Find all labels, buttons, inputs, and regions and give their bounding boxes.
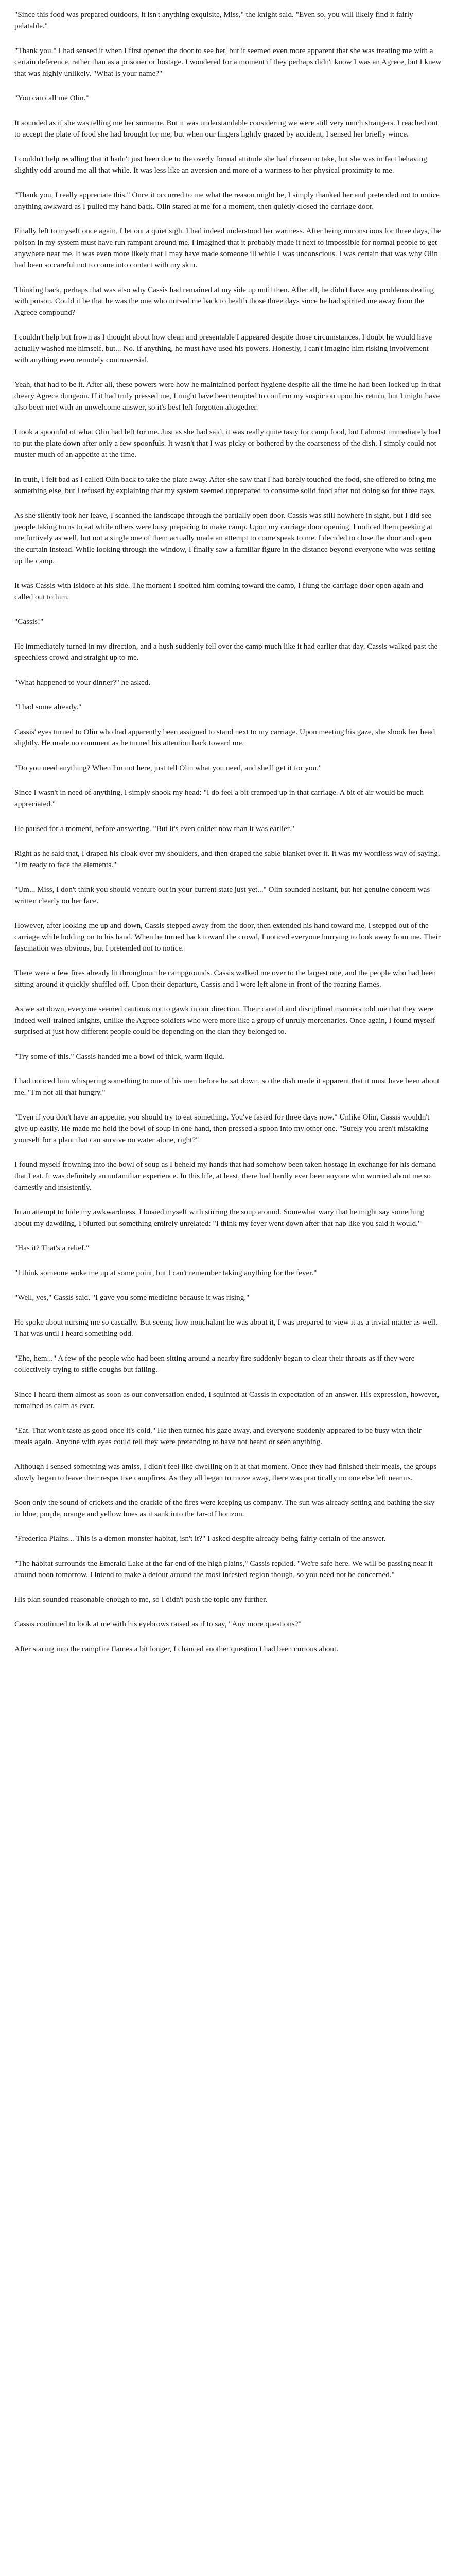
story-paragraph: As we sat down, everyone seemed cautious not to gawk in our direction. Their careful and disciplined manners told me that they were indeed well-trained knights, unlike the Agrece soldiers who were more like a group of unruly mercenaries. Once again, I found myself surprised at just how different people could be depending on the clan they belonged to. [14, 1005, 435, 1036]
story-paragraph: However, after looking me up and down, Cassis stepped away from the door, then extended his hand toward me. I stepped out of the carriage while holding on to his hand. When he turned back toward the crowd, I noticed everyone hurrying to look away from me. Their fascination was obvious, but I pretended not to notice. [14, 921, 441, 953]
story-paragraph: "The habitat surrounds the Emerald Lake at the far end of the high plains," Cassis replied. "We're safe here. We will be passing near it around noon tomorrow. I intend to make a detour around the most infested region though, so you need not be concerned." [14, 1559, 433, 1579]
story-paragraph: "Cassis!" [14, 617, 44, 626]
story-paragraph: As she silently took her leave, I scanned the landscape through the partially open door. Cassis was still nowhere in sight, but I did see people taking turns to eat while others were busy preparing to make camp. Upon my carriage door opening, I noticed them peeking at me furtively as well, but not a single one of them actually made an attempt to come speak to me. I decided to close the door and open the curtain instead. While looking through the window, I finally saw a familiar figure in the distance beyond everyone who was setting up the camp. [14, 511, 436, 565]
story-paragraph: He paused for a moment, before answering. "But it's even colder now than it was earlier." [14, 824, 294, 833]
story-paragraph: Yeah, that had to be it. After all, these powers were how he maintained perfect hygiene despite all the time he had been locked up in that dreary Agrece dungeon. If it had truly pressed me, I might have been tempted to confirm my suspicion upon his return, but I might have also been met with an unwelcome answer, so it's best left forgotten altogether. [14, 380, 441, 412]
story-paragraph: Finally left to myself once again, I let out a quiet sigh. I had indeed understood her wariness. After being unconscious for three days, the poison in my system must have run rampant around me. I imagined that it probably made it next to impossible for normal people to get anywhere near me. It was even more likely that I may have made someone ill while I was unconscious. I was certain that was why Olin had been so careful not to come into contact with my skin. [14, 227, 441, 269]
story-paragraph: "Do you need anything? When I'm not here, just tell Olin what you need, and she'll get it for you." [14, 764, 322, 772]
story-paragraph: "Has it? That's a relief." [14, 1244, 90, 1252]
story-paragraph: "Um... Miss, I don't think you should venture out in your current state just yet..." Olin sounded hesitant, but her genuine concern was written clearly on her face. [14, 885, 430, 905]
story-paragraph: "Well, yes," Cassis said. "I gave you some medicine because it was rising." [14, 1293, 250, 1302]
story-paragraph: There were a few fires already lit throughout the campgrounds. Cassis walked me over to the largest one, and the people who had been sitting around it quickly shuffled off. Upon their departure, Cassis and I were left alone in front of the roaring flames. [14, 969, 436, 989]
story-paragraph: I couldn't help but frown as I thought about how clean and presentable I appeared despite those circumstances. I doubt he would have actually washed me himself, but... No. If anything, he must have used his powers. Honestly, I can't imagine him risking involvement with anything even remotely controversial. [14, 333, 432, 364]
story-paragraph: "Since this food was prepared outdoors, it isn't anything exquisite, Miss," the knight said. "Even so, you will likely find it fairly palatable." [14, 10, 413, 30]
story-paragraph: I had noticed him whispering something to one of his men before he sat down, so the dish made it apparent that it must have been about me. "I'm not all that hungry." [14, 1077, 440, 1097]
story-paragraph: I took a spoonful of what Olin had left for me. Just as she had said, it was really quite tasty for camp food, but I almost immediately had to put the plate down after only a few spoonfuls. It wasn't that I was picky or bothered by the coarseness of the dish. I simply could not muster much of an appetite at the time. [14, 428, 441, 459]
story-paragraph: Right as he said that, I draped his cloak over my shoulders, and then draped the sable blanket over it. It was my wordless way of saying, "I'm ready to face the elements." [14, 849, 440, 869]
story-paragraph: In an attempt to hide my awkwardness, I busied myself with stirring the soup around. Somewhat wary that he might say something about my dawdling, I blurted out something entirely unrelated: "I think my fever went down after that nap like you said it would." [14, 1208, 424, 1228]
story-paragraph: Although I sensed something was amiss, I didn't feel like dwelling on it at that moment. Once they had finished their meals, the groups slowly began to leave their respective campfires. As they all began to move away, there was practically no one else left near us. [14, 1462, 437, 1482]
story-paragraph: He spoke about nursing me so casually. But seeing how nonchalant he was about it, I was prepared to view it as a trivial matter as well. That was until I heard something odd. [14, 1318, 437, 1338]
story-paragraph: "You can call me Olin." [14, 94, 89, 103]
story-paragraph: It sounded as if she was telling me her surname. But it was understandable considering we were still very much strangers. I reached out to accept the plate of food she had brought for me, but when our fingers lightly grazed by accident, I sensed her briefly wince. [14, 118, 438, 139]
story-paragraph: Since I wasn't in need of anything, I simply shook my head: "I do feel a bit cramped up in that carriage. A bit of air would be much appreciated." [14, 788, 424, 808]
story-paragraph: "What happened to your dinner?" he asked. [14, 678, 151, 687]
story-paragraph: Thinking back, perhaps that was also why Cassis had remained at my side up until then. After all, he didn't have any problems dealing with poison. Could it be that he was the one who nursed me back to health those three days since he had spirited me away from the Agrece compound? [14, 285, 434, 317]
story-paragraph: "Thank you." I had sensed it when I first opened the door to see her, but it seemed even more apparent that she was treating me with a certain deference, rather than as a prisoner or hostage. I wondered for a moment if they perhaps didn't know I was an Agrece, but I knew that was highly unlikely. "What is your name?" [14, 46, 442, 78]
story-paragraph: "Ehe, hem..." A few of the people who had been sitting around a nearby fire suddenly began to clear their throats as if they were collectively trying to stifle coughs but failing. [14, 1354, 415, 1374]
story-paragraph: "I think someone woke me up at some point, but I can't remember taking anything for the fever." [14, 1268, 317, 1277]
story-paragraph: "Thank you, I really appreciate this." Once it occurred to me what the reason might be, I simply thanked her and pretended not to notice anything awkward as I pulled my hand back. Olin stared at me for a moment, then quietly closed the carriage door. [14, 191, 440, 211]
story-paragraph: Cassis continued to look at me with his eyebrows raised as if to say, "Any more questions?" [14, 1620, 302, 1629]
story-paragraph: It was Cassis with Isidore at his side. The moment I spotted him coming toward the camp, I flung the carriage door open again and called out to him. [14, 581, 424, 601]
story-paragraph: Cassis' eyes turned to Olin who had apparently been assigned to stand next to my carriage. Upon meeting his gaze, she shook her head slightly. He made no comment as he turned his attention back toward me. [14, 727, 435, 748]
story-paragraph: "Even if you don't have an appetite, you should try to eat something. You've fasted for three days now." Unlike Olin, Cassis wouldn't give up easily. He made me hold the bowl of soup in one hand, then pressed a spoon into my other one. "Surely you aren't mistaking yourself for a plant that can survive on water alone, right?" [14, 1113, 430, 1144]
story-paragraph: "I had some already." [14, 703, 82, 711]
story-paragraph: "Try some of this." Cassis handed me a bowl of thick, warm liquid. [14, 1052, 225, 1061]
story-paragraph: He immediately turned in my direction, and a hush suddenly fell over the camp much like it had earlier that day. Cassis walked past the speechless crowd and straight up to me. [14, 642, 438, 662]
story-paragraph: I found myself frowning into the bowl of soup as I beheld my hands that had somehow been taken hostage in exchange for his demand that I eat. It was definitely an unfamiliar experience. In this life, at least, there had hardly ever been anyone who worried about me so earnestly and insistently. [14, 1160, 436, 1192]
story-paragraph: After staring into the campfire flames a bit longer, I chanced another question I had been curious about. [14, 1645, 339, 1653]
story-paragraph: I couldn't help recalling that it hadn't just been due to the overly formal attitude she had chosen to take, but she was in fact behaving slightly odd around me all that while. It was less like an aversion and more of a wariness to her physical proximity to me. [14, 155, 427, 175]
story-paragraph: Soon only the sound of crickets and the crackle of the fires were keeping us company. The sun was already setting and bathing the sky in blue, purple, orange and yellow hues as it sank into the far-off horizon. [14, 1498, 435, 1518]
story-paragraph: "Frederica Plains... This is a demon monster habitat, isn't it?" I asked despite already being fairly certain of the answer. [14, 1534, 386, 1543]
story-paragraph: In truth, I felt bad as I called Olin back to take the plate away. After she saw that I had barely touched the food, she offered to bring me something else, but I refused by explaining that my system seemed unprepared to consume solid food after not doing so for three days. [14, 475, 436, 495]
story-paragraph: Since I heard them almost as soon as our conversation ended, I squinted at Cassis in expectation of an answer. His expression, however, remained as calm as ever. [14, 1390, 440, 1410]
story-paragraph: His plan sounded reasonable enough to me, so I didn't push the topic any further. [14, 1595, 268, 1604]
story-paragraph: "Eat. That won't taste as good once it's cold." He then turned his gaze away, and everyone suddenly appeared to be busy with their meals again. Anyone with eyes could tell they were pretending to have not heard or seen anything. [14, 1426, 422, 1446]
